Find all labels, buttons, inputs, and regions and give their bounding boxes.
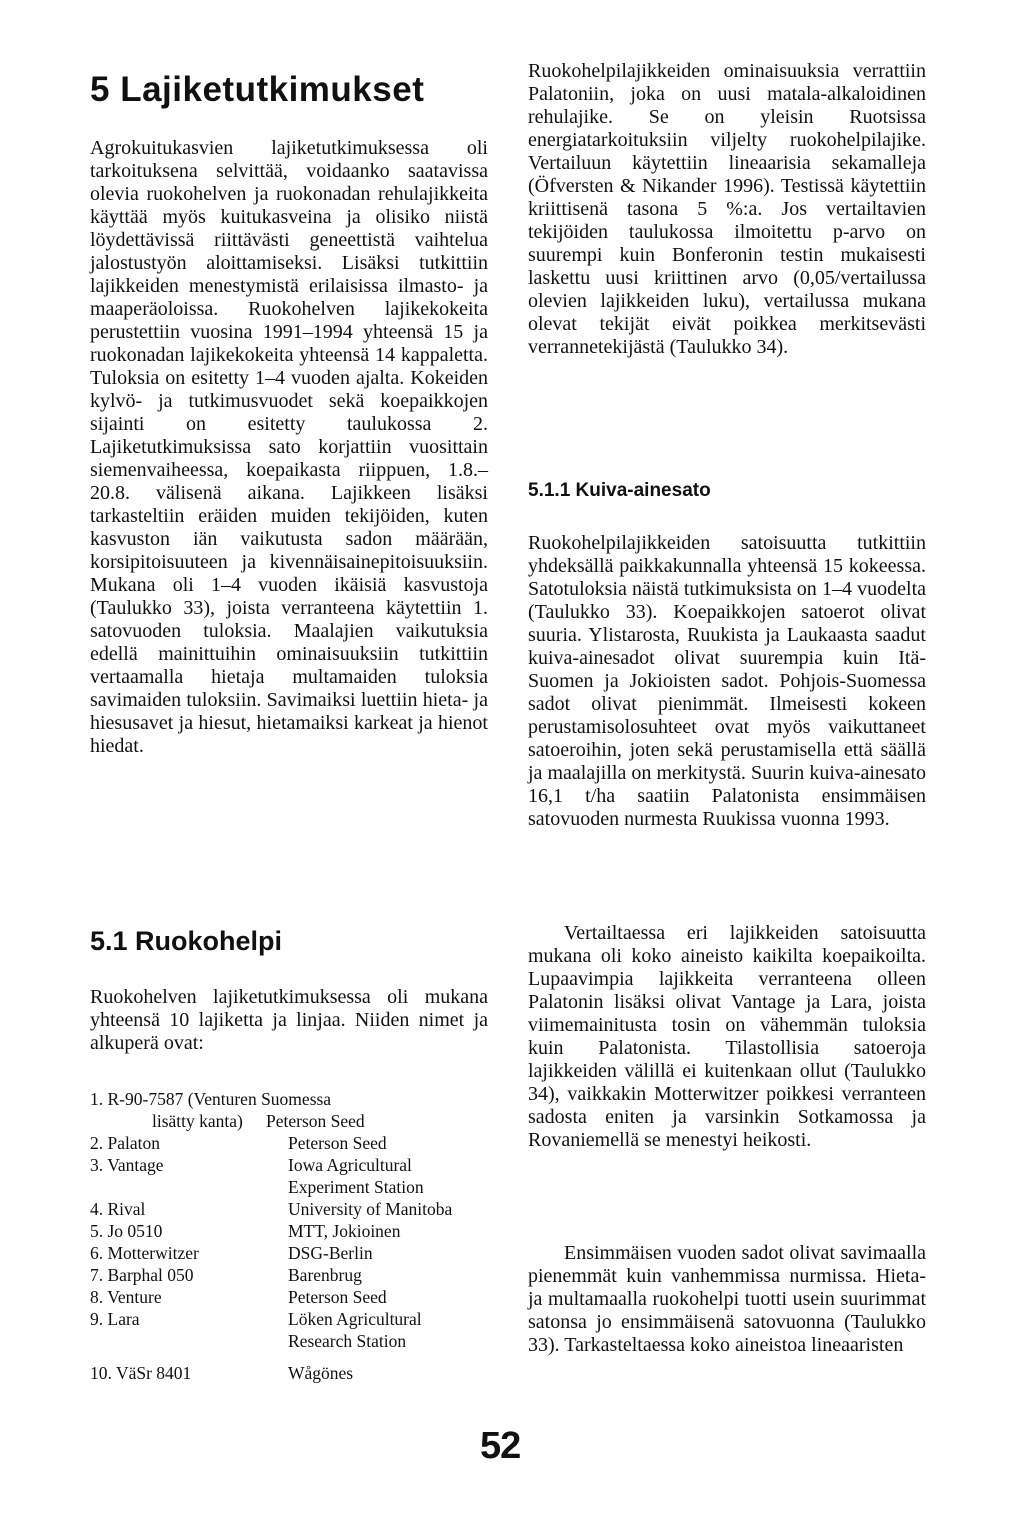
variety-row: [90, 1286, 490, 1308]
variety-row: [90, 1264, 490, 1286]
variety-row: [90, 1220, 490, 1242]
variety-name: 10. VäSr 8401: [90, 1363, 192, 1383]
variety-row: [90, 1110, 490, 1132]
variety-row: [90, 1176, 490, 1198]
section-5-1-1-paragraph-1: Ruokohelpilajikkeiden satoisuutta tutkittiin yhdeksällä paikkakunnalla yhteensä 15 kokeessa. Satotuloksia näistä tutkimuksista on 1–4 vuodelta (Taulukko 33). Koepaikkojen satoerot olivat suuria. Ylistarosta, Ruukista ja Laukaasta saadut kuiva-ainesadot olivat suurempia kuin Itä-Suomen ja Jokioisten sadot. Pohjois-Suomessa sadot olivat pienimmät. Ilmeisesti kokeen perustamisolosuhteet ovat myös vaikuttaneet satoeroihin, joten sekä perustamisella että säällä ja maalajilla on merkitystä. Suurin kuiva-ainesato 16,1 t/ha saatiin Palatonista ensimmäisen satovuoden nurmesta Ruukissa vuonna 1993.: [528, 532, 926, 830]
variety-name: 4. Rival: [90, 1199, 146, 1219]
variety-name-cont: lisätty kanta): [152, 1111, 243, 1131]
variety-row: [90, 1154, 490, 1176]
variety-row: [90, 1308, 490, 1330]
variety-source: Wågönes: [288, 1363, 354, 1383]
section-heading-5-1-1: 5.1.1 Kuiva-ainesato: [528, 480, 711, 501]
variety-source: Peterson Seed: [288, 1133, 387, 1153]
variety-row: [90, 1088, 490, 1110]
chapter-heading: 5 Lajiketutkimukset: [90, 70, 425, 109]
variety-source: Löken Agricultural: [288, 1309, 422, 1329]
right-intro-paragraph: Ruokohelpilajikkeiden ominaisuuksia verrattiin Palatoniin, joka on uusi matala-alkaloidinen rehulajike. Se on yleisin Ruotsissa energiatarkoituksiin viljelty ruokohelpilajike. Vertailuun käytettiin lineaarisia sekamalleja (Öfversten & Nikander 1996). Testissä käytettiin kriittisenä tasona 5 %:a. Jos vertailtavien tekijöiden taulukossa ilmoitettu p-arvo on suurempi kuin Bonferonin testin mukaisesti laskettu uusi kriittinen arvo (0,05/vertailussa olevien lajikkeiden luku), vertailussa mukana olevat tekijät eivät poikkea merkitsevästi verrannetekijästä (Taulukko 34).: [528, 60, 926, 358]
variety-row: [90, 1242, 490, 1264]
variety-row: [90, 1362, 490, 1384]
variety-name: 8. Venture: [90, 1287, 162, 1307]
variety-name: 3. Vantage: [90, 1155, 164, 1175]
variety-name: 5. Jo 0510: [90, 1221, 163, 1241]
variety-source: Iowa Agricultural: [288, 1155, 412, 1175]
variety-source: Experiment Station: [288, 1177, 424, 1197]
variety-source: Peterson Seed: [266, 1111, 365, 1131]
variety-name: 1. R-90-7587 (Venturen Suomessa: [90, 1089, 332, 1109]
variety-name: 6. Motterwitzer: [90, 1243, 199, 1263]
variety-name: 7. Barphal 050: [90, 1265, 194, 1285]
variety-source: DSG-Berlin: [288, 1243, 373, 1263]
variety-source: University of Manitoba: [288, 1199, 453, 1219]
variety-row: [90, 1330, 490, 1352]
variety-name: 9. Lara: [90, 1309, 140, 1329]
variety-row: [90, 1198, 490, 1220]
variety-row: [90, 1132, 490, 1154]
left-intro-paragraph: Agrokuitukasvien lajiketutkimuksessa oli tarkoituksena selvittää, voidaanko saatavissa olevia ruokohelven ja ruokonadan rehulajikkeita käyttää myös kuitukasveina ja olisiko niistä löydettävissä riittävästi geneettistä vaihtelua jalostustyön aloittamiseksi. Lisäksi tutkittiin lajikkeiden menestymistä erilaisissa ilmasto- ja maaperäoloissa. Ruokohelven lajikekokeita perustettiin vuosina 1991–1994 yhteensä 15 ja ruokonadan lajikekokeita yhteensä 14 kappaletta. Tuloksia on esitetty 1–4 vuoden ajalta. Kokeiden kylvö- ja tutkimusvuodet sekä koepaikkojen sijainti on esitetty taulukossa 2. Lajiketutkimuksissa sato korjattiin vuosittain siemenvaiheessa, koepaikasta riippuen, 1.8.–20.8. välisenä aikana. Lajikkeen lisäksi tarkasteltiin eräiden muiden tekijöiden, kuten kasvuston iän vaikutusta sadon määrään, korsipitoisuuteen ja kivennäisainepitoisuuksiin. Mukana oli 1–4 vuoden ikäisiä kasvustoja (Taulukko 33), joista verranteena käytettiin 1. satovuoden tuloksia. Maalajien vaikutuksia edellä mainittuihin ominaisuuksiin tutkittiin vertaamalla hietaja multamaiden tuloksia savimaiden tuloksiin. Savimaiksi luettiin hieta- ja hiesusavet ja hiesut, hietamaiksi karkeat ja hienot hiedat.: [90, 137, 488, 757]
section-heading-5-1: 5.1 Ruokohelpi: [90, 926, 283, 956]
section-5-1-1-paragraph-3: Ensimmäisen vuoden sadot olivat savimaalla pienemmät kuin vanhemmissa nurmissa. Hieta- ja multamaalla ruokohelpi tuotti usein suurimmat satonsa jo ensimmäisenä satovuonna (Taulukko 33). Tarkasteltaessa koko aineistoa lineaaristen: [528, 1242, 926, 1356]
variety-name: 2. Palaton: [90, 1133, 160, 1153]
variety-source: Barenbrug: [288, 1265, 362, 1285]
variety-source: MTT, Jokioinen: [288, 1221, 401, 1241]
section-5-1-intro: Ruokohelven lajiketutkimuksessa oli mukana yhteensä 10 lajiketta ja linjaa. Niiden nimet ja alkuperä ovat:: [90, 986, 488, 1054]
section-5-1-1-paragraph-2: Vertailtaessa eri lajikkeiden satoisuutta mukana oli koko aineisto kaikilta koepaikoilta. Lupaavimpia lajikkeita verranteena olleen Palatonin lisäksi olivat Vantage ja Lara, joista viimemainitusta tosin on vähemmän tuloksia kuin Palatonista. Tilastollisia satoeroja lajikkeiden välillä ei kuitenkaan ollut (Taulukko 34), vaikkakin Motterwitzer poikkesi verranteen sadosta eniten ja varsinkin Sotkamossa ja Rovaniemellä se menestyi heikosti.: [528, 922, 926, 1151]
variety-source: Peterson Seed: [288, 1287, 387, 1307]
page-number: 52: [480, 1425, 521, 1467]
variety-source: Research Station: [288, 1331, 407, 1351]
